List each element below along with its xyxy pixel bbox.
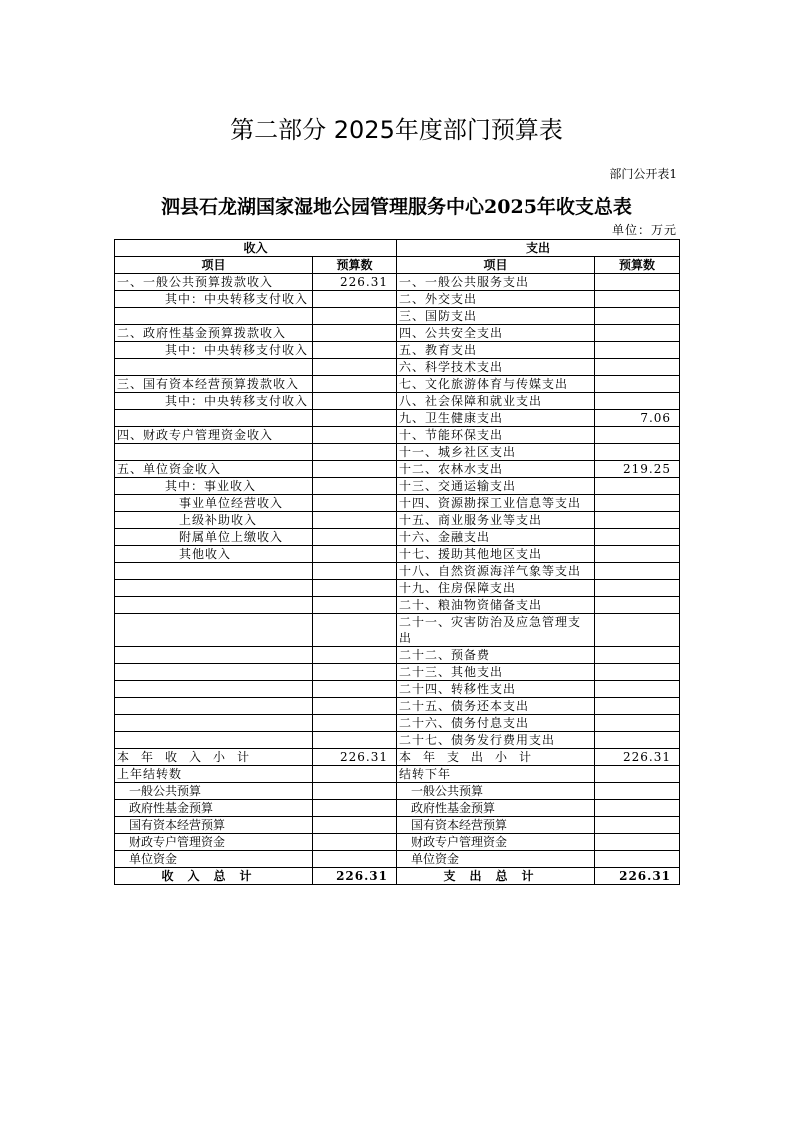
expense-item-cell: 十五、商业服务业等支出	[397, 512, 595, 529]
table-row	[115, 664, 680, 681]
income-carry-label: 上年结转数	[115, 766, 313, 783]
income-item-cell	[115, 359, 313, 376]
income-value-cell	[313, 512, 397, 529]
expense-carry-sub-value	[595, 783, 680, 800]
expense-value-cell	[595, 274, 680, 291]
income-value-cell	[313, 461, 397, 478]
expense-value-cell	[595, 732, 680, 749]
table-row	[115, 529, 680, 546]
income-header: 收入	[115, 240, 397, 257]
income-value-cell	[313, 614, 397, 647]
income-value-cell	[313, 563, 397, 580]
income-carry-sub-label: 政府性基金预算	[115, 800, 313, 817]
section-header-row	[115, 240, 680, 257]
expense-item-cell: 二十一、灾害防治及应急管理支出	[397, 614, 595, 647]
carry-row	[115, 766, 680, 783]
income-item-cell	[115, 698, 313, 715]
expense-value-cell	[595, 715, 680, 732]
carry-sub-row	[115, 834, 680, 851]
table-row	[115, 732, 680, 749]
table-row	[115, 291, 680, 308]
income-item-cell: 二、政府性基金预算拨款收入	[115, 325, 313, 342]
table-row	[115, 478, 680, 495]
expense-item-cell: 十三、交通运输支出	[397, 478, 595, 495]
expense-item-cell: 五、教育支出	[397, 342, 595, 359]
expense-value-cell	[595, 563, 680, 580]
income-item-cell	[115, 563, 313, 580]
carry-sub-row	[115, 851, 680, 868]
expense-value-cell	[595, 359, 680, 376]
income-value-cell	[313, 342, 397, 359]
expense-budget-header: 预算数	[595, 257, 680, 274]
income-carry-sub-value	[313, 834, 397, 851]
expense-item-cell: 三、国防支出	[397, 308, 595, 325]
income-carry-sub-label: 一般公共预算	[115, 783, 313, 800]
table-row	[115, 546, 680, 563]
expense-carry-sub-label: 国有资本经营预算	[397, 817, 595, 834]
income-item-cell: 五、单位资金收入	[115, 461, 313, 478]
income-value-cell: 226.31	[313, 274, 397, 291]
expense-item-cell: 四、公共安全支出	[397, 325, 595, 342]
expense-item-cell: 二十四、转移性支出	[397, 681, 595, 698]
income-item-cell: 其中：事业收入	[115, 478, 313, 495]
table-row	[115, 698, 680, 715]
income-value-cell	[313, 529, 397, 546]
expense-value-cell	[595, 427, 680, 444]
expense-value-cell	[595, 376, 680, 393]
expense-item-cell: 二十七、债务发行费用支出	[397, 732, 595, 749]
income-value-cell	[313, 325, 397, 342]
income-value-cell	[313, 410, 397, 427]
table-row	[115, 376, 680, 393]
carry-sub-row	[115, 783, 680, 800]
expense-subtotal-value: 226.31	[595, 749, 680, 766]
income-value-cell	[313, 359, 397, 376]
expense-item-cell: 六、科学技术支出	[397, 359, 595, 376]
income-item-cell: 其他收入	[115, 546, 313, 563]
income-item-cell	[115, 444, 313, 461]
income-item-header: 项目	[115, 257, 313, 274]
expense-value-cell	[595, 597, 680, 614]
expense-total-value: 226.31	[595, 868, 680, 885]
income-subtotal-label: 本年收入小计	[115, 749, 313, 766]
table-row	[115, 359, 680, 376]
expense-value-cell	[595, 308, 680, 325]
income-item-cell	[115, 681, 313, 698]
income-total-value: 226.31	[313, 868, 397, 885]
income-value-cell	[313, 478, 397, 495]
income-value-cell	[313, 580, 397, 597]
table-row	[115, 410, 680, 427]
expense-item-cell: 二十五、债务还本支出	[397, 698, 595, 715]
income-value-cell	[313, 546, 397, 563]
column-header-row	[115, 257, 680, 274]
total-row	[115, 868, 680, 885]
table-row	[115, 512, 680, 529]
expense-carry-label: 结转下年	[397, 766, 595, 783]
expense-item-cell: 十、节能环保支出	[397, 427, 595, 444]
income-carry-sub-value	[313, 817, 397, 834]
expense-value-cell	[595, 580, 680, 597]
table-row	[115, 495, 680, 512]
page-title: 第二部分 2025年度部门预算表	[230, 116, 563, 144]
income-subtotal-value: 226.31	[313, 749, 397, 766]
income-value-cell	[313, 664, 397, 681]
income-item-cell: 上级补助收入	[115, 512, 313, 529]
income-budget-header: 预算数	[313, 257, 397, 274]
expense-item-cell: 二十六、债务付息支出	[397, 715, 595, 732]
income-carry-sub-value	[313, 783, 397, 800]
income-item-cell: 四、财政专户管理资金收入	[115, 427, 313, 444]
expense-value-cell	[595, 647, 680, 664]
expense-item-cell: 十一、城乡社区支出	[397, 444, 595, 461]
income-item-cell	[115, 580, 313, 597]
expense-value-cell: 7.06	[595, 410, 680, 427]
income-value-cell	[313, 715, 397, 732]
expense-value-cell	[595, 546, 680, 563]
income-carry-sub-label: 财政专户管理资金	[115, 834, 313, 851]
expense-value-cell	[595, 393, 680, 410]
expense-carry-sub-value	[595, 851, 680, 868]
income-value-cell	[313, 376, 397, 393]
expense-item-cell: 十七、援助其他地区支出	[397, 546, 595, 563]
expense-carry-sub-value	[595, 817, 680, 834]
expense-carry-value	[595, 766, 680, 783]
income-item-cell	[115, 597, 313, 614]
expense-value-cell	[595, 444, 680, 461]
expense-item-cell: 一、一般公共服务支出	[397, 274, 595, 291]
income-value-cell	[313, 444, 397, 461]
expense-value-cell: 219.25	[595, 461, 680, 478]
income-item-cell: 事业单位经营收入	[115, 495, 313, 512]
expense-subtotal-label: 本年支出小计	[397, 749, 595, 766]
table-row	[115, 342, 680, 359]
income-value-cell	[313, 495, 397, 512]
expense-value-cell	[595, 342, 680, 359]
income-item-cell	[115, 410, 313, 427]
expense-carry-sub-label: 政府性基金预算	[397, 800, 595, 817]
budget-table	[114, 239, 680, 885]
expense-value-cell	[595, 512, 680, 529]
table-row	[115, 681, 680, 698]
expense-item-cell: 二、外交支出	[397, 291, 595, 308]
income-carry-value	[313, 766, 397, 783]
income-item-cell	[115, 664, 313, 681]
table-row	[115, 427, 680, 444]
expense-carry-sub-label: 单位资金	[397, 851, 595, 868]
income-item-cell: 三、国有资本经营预算拨款收入	[115, 376, 313, 393]
expense-total-label: 支出总计	[397, 868, 595, 885]
income-item-cell	[115, 614, 313, 647]
unit-label: 单位：万元	[611, 223, 677, 237]
expense-item-cell: 十八、自然资源海洋气象等支出	[397, 563, 595, 580]
table-row	[115, 444, 680, 461]
income-value-cell	[313, 698, 397, 715]
income-value-cell	[313, 732, 397, 749]
table-code: 部门公开表1	[609, 167, 677, 181]
table-row	[115, 647, 680, 664]
table-row	[115, 274, 680, 291]
expense-value-cell	[595, 325, 680, 342]
income-value-cell	[313, 308, 397, 325]
expense-item-cell: 九、卫生健康支出	[397, 410, 595, 427]
income-value-cell	[313, 427, 397, 444]
income-item-cell	[115, 732, 313, 749]
income-item-cell: 附属单位上缴收入	[115, 529, 313, 546]
expense-carry-sub-value	[595, 834, 680, 851]
expense-item-cell: 七、文化旅游体育与传媒支出	[397, 376, 595, 393]
income-item-cell	[115, 647, 313, 664]
table-row	[115, 308, 680, 325]
expense-item-cell: 十九、住房保障支出	[397, 580, 595, 597]
income-value-cell	[313, 681, 397, 698]
income-value-cell	[313, 647, 397, 664]
expense-carry-sub-label: 一般公共预算	[397, 783, 595, 800]
expense-item-cell: 十四、资源勘探工业信息等支出	[397, 495, 595, 512]
carry-sub-row	[115, 817, 680, 834]
expense-value-cell	[595, 291, 680, 308]
income-value-cell	[313, 291, 397, 308]
expense-item-cell: 二十、粮油物资储备支出	[397, 597, 595, 614]
income-carry-sub-label: 国有资本经营预算	[115, 817, 313, 834]
table-row	[115, 325, 680, 342]
table-row	[115, 614, 680, 647]
income-item-cell	[115, 715, 313, 732]
table-row	[115, 461, 680, 478]
income-item-cell: 其中：中央转移支付收入	[115, 291, 313, 308]
expense-carry-sub-label: 财政专户管理资金	[397, 834, 595, 851]
expense-value-cell	[595, 529, 680, 546]
carry-sub-row	[115, 800, 680, 817]
income-item-cell: 其中：中央转移支付收入	[115, 393, 313, 410]
subtotal-row	[115, 749, 680, 766]
expense-value-cell	[595, 681, 680, 698]
income-value-cell	[313, 597, 397, 614]
table-row	[115, 715, 680, 732]
expense-item-cell: 二十三、其他支出	[397, 664, 595, 681]
expense-carry-sub-value	[595, 800, 680, 817]
expense-item-cell: 十六、金融支出	[397, 529, 595, 546]
income-carry-sub-label: 单位资金	[115, 851, 313, 868]
income-item-cell: 其中：中央转移支付收入	[115, 342, 313, 359]
table-row	[115, 563, 680, 580]
expense-value-cell	[595, 698, 680, 715]
expense-header: 支出	[397, 240, 680, 257]
table-title: 泗县石龙湖国家湿地公园管理服务中心2025年收支总表	[161, 196, 632, 218]
table-row	[115, 393, 680, 410]
expense-value-cell	[595, 614, 680, 647]
income-item-cell	[115, 308, 313, 325]
income-value-cell	[313, 393, 397, 410]
table-row	[115, 580, 680, 597]
expense-item-cell: 八、社会保障和就业支出	[397, 393, 595, 410]
expense-item-cell: 十二、农林水支出	[397, 461, 595, 478]
income-carry-sub-value	[313, 851, 397, 868]
expense-value-cell	[595, 664, 680, 681]
income-carry-sub-value	[313, 800, 397, 817]
table-row	[115, 597, 680, 614]
income-total-label: 收入总计	[115, 868, 313, 885]
expense-value-cell	[595, 495, 680, 512]
expense-value-cell	[595, 478, 680, 495]
expense-item-cell: 二十二、预备费	[397, 647, 595, 664]
income-item-cell: 一、一般公共预算拨款收入	[115, 274, 313, 291]
expense-item-header: 项目	[397, 257, 595, 274]
